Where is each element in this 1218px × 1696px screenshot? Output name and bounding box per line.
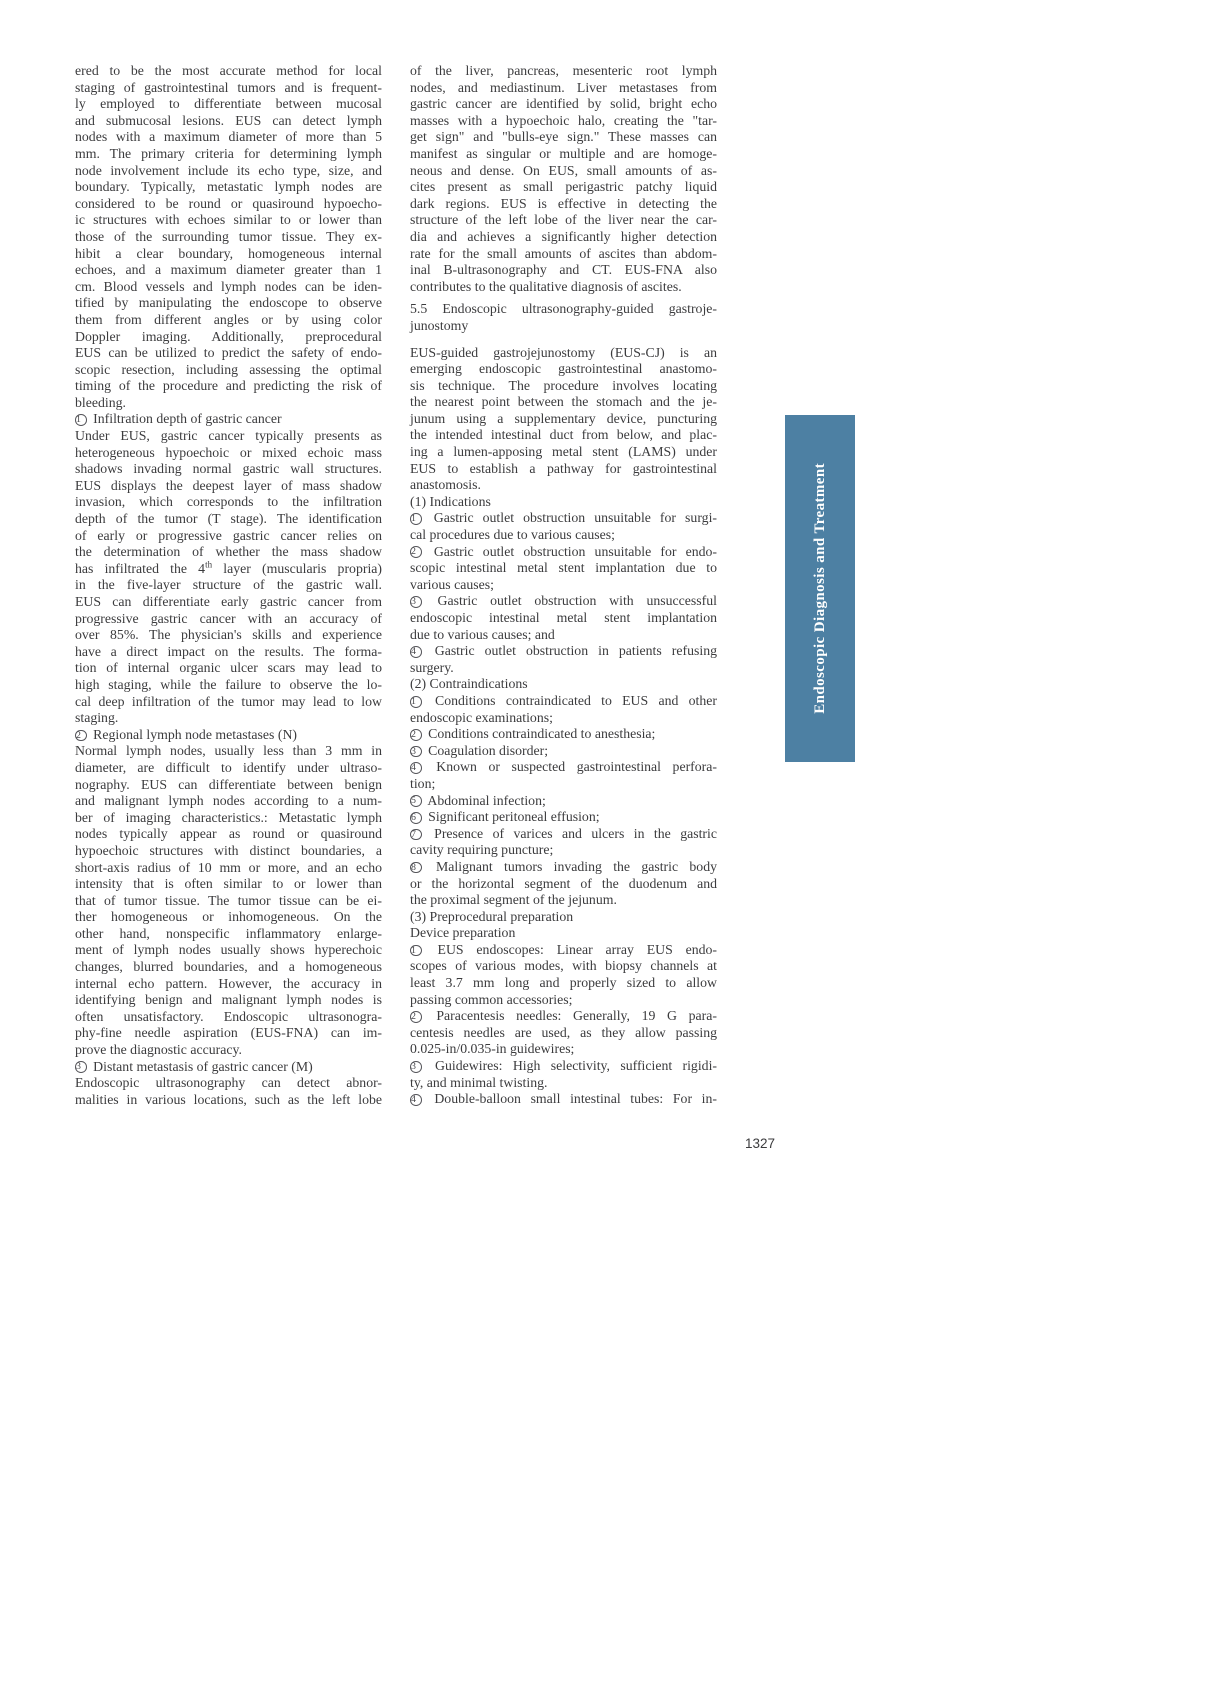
text-line: those of the surrounding tumor tissue. They ex- [75, 228, 382, 244]
text-line: 1 Gastric outlet obstruction unsuitable for surgi- [411, 510, 717, 526]
text-line: Normal lymph nodes, usually less than 3 mm in [75, 743, 382, 759]
text-line: 2 Regional lymph node metastases (N) [76, 726, 298, 742]
text-line: of early or progressive gastric cancer relies on [75, 527, 382, 543]
text-line: Doppler imaging. Additionally, preprocedural [75, 328, 382, 344]
text-line: scopic intestinal metal stent implantation due to [410, 560, 717, 576]
list-item [410, 593, 717, 643]
list-item [410, 726, 717, 743]
text-line: bleeding. [75, 394, 126, 410]
text-line: the proximal segment of the jejunum. [410, 892, 617, 908]
right-text-column [410, 63, 717, 1108]
text-line: 4 Double-balloon small intestinal tubes: For in- [411, 1091, 717, 1107]
text-line: surgery. [410, 659, 454, 675]
circled-number: 4 [410, 762, 422, 774]
text-line: tion; [410, 775, 436, 791]
text-line: ther homogeneous or inhomogeneous. On the [75, 909, 382, 925]
text-line: sis technique. The procedure involves locating [410, 377, 717, 393]
chapter-side-tab [785, 415, 855, 762]
text-line: EUS to establish a pathway for gastrointestinal [410, 460, 717, 476]
text-line: contributes to the qualitative diagnosis of ascites. [410, 278, 682, 294]
text-line: EUS-guided gastrojejunostomy (EUS-CJ) is an [410, 344, 717, 360]
text-line: 3 Coagulation disorder; [411, 742, 549, 758]
text-line: junum using a supplementary device, puncturing [410, 410, 717, 426]
circled-number: 2 [410, 1011, 422, 1023]
text-line: rate for the small amounts of ascites than abdom- [410, 245, 717, 261]
text-line: malities in various locations, such as the left lobe [75, 1091, 382, 1107]
circled-number: 1 [410, 945, 422, 957]
text-line: emerging endoscopic gastrointestinal anastomo- [410, 361, 717, 377]
chapter-side-tab-label: Endoscopic Diagnosis and Treatment [811, 463, 828, 714]
circled-number: 2 [75, 730, 87, 742]
text-line: short-axis radius of 10 mm or more, and an echo [75, 859, 382, 875]
text-line: 5 Abdominal infection; [411, 792, 546, 808]
text-line: structure of the left lobe of the liver near the car- [410, 212, 717, 228]
text-line: staging. [75, 710, 119, 726]
text-line: heterogeneous hypoechoic or mixed echoic mass [75, 444, 382, 460]
text-line: cal deep infiltration of the tumor may lead to low [75, 693, 382, 709]
text-line: and malignant lymph nodes according to a num- [75, 793, 382, 809]
text-line: 2 Conditions contraindicated to anesthesia; [411, 726, 656, 742]
list-item [410, 1091, 717, 1108]
paragraph [75, 428, 382, 727]
list-item [410, 693, 717, 726]
list-item [410, 643, 717, 676]
text-line: anastomosis. [410, 477, 481, 493]
text-line: tion of internal organic ulcer scars may lead to [75, 660, 382, 676]
list-item [410, 859, 717, 909]
text-line: scopic resection, including assessing the optimal [75, 361, 382, 377]
list-item [410, 809, 717, 826]
text-line: neous and dense. On EUS, small amounts of as- [410, 162, 717, 178]
text-line: 3 Guidewires: High selectivity, sufficient rigidi- [411, 1058, 717, 1074]
text-line: Under EUS, gastric cancer typically presents as [75, 428, 382, 444]
text-line: ty, and minimal twisting. [410, 1074, 548, 1090]
text-line: boundary. Typically, metastatic lymph nodes are [75, 179, 382, 195]
text-line: cites present as small perigastric patchy liquid [410, 179, 717, 195]
text-line: in the five-layer structure of the gastric wall. [75, 577, 382, 593]
text-line: them from different angles or by using color [75, 311, 382, 327]
sub-heading [410, 909, 717, 926]
circled-number: 5 [410, 795, 422, 807]
text-line: nodes, and mediastinum. Liver metastases from [410, 79, 717, 95]
list-item [410, 942, 717, 1008]
text-line: ic structures with echoes similar to or lower than [75, 212, 382, 228]
text-line: diameter, are difficult to identify under ultraso- [75, 759, 382, 775]
circled-number: 3 [410, 746, 422, 758]
item-heading [75, 727, 382, 744]
section-heading [410, 301, 717, 334]
text-line: 6 Significant peritoneal effusion; [411, 809, 600, 825]
text-line: the nearest point between the stomach and the je- [410, 394, 717, 410]
text-line: progressive gastric cancer with an accuracy of [75, 610, 382, 626]
text-line: (1) Indications [410, 493, 491, 509]
text-line: internal echo pattern. However, the accuracy in [75, 975, 382, 991]
text-line: tified by manipulating the endoscope to observe [75, 295, 382, 311]
text-line: the intended intestinal duct from below, and plac- [410, 427, 717, 443]
text-line: 5.5 Endoscopic ultrasonography-guided gastroje- [410, 301, 717, 317]
text-line: 8 Malignant tumors invading the gastric body [411, 858, 717, 874]
text-line: changes, blurred boundaries, and a homogeneous [75, 959, 382, 975]
text-line: dark regions. EUS is effective in detecting the [410, 195, 717, 211]
text-line: endoscopic intestinal metal stent implantation [410, 610, 717, 625]
item-heading [75, 1059, 382, 1076]
text-line: considered to be round or quasiround hypoecho- [75, 195, 382, 211]
text-line: Device preparation [410, 925, 516, 941]
text-line: endoscopic examinations; [410, 709, 553, 725]
circled-number: 6 [410, 812, 422, 824]
text-line: 1 Conditions contraindicated to EUS and other [411, 692, 717, 708]
text-line: gastric cancer are identified by solid, bright echo [410, 96, 717, 112]
text-line: EUS displays the deepest layer of mass shadow [75, 477, 382, 493]
text-line: 4 Gastric outlet obstruction in patients refusing [411, 643, 717, 659]
text-line: (3) Preprocedural preparation [410, 908, 574, 924]
text-line: least 3.7 mm long and properly sized to allow [410, 975, 717, 991]
paragraph [410, 345, 717, 494]
text-line: 2 Gastric outlet obstruction unsuitable for endo- [411, 543, 717, 559]
text-line: 1 Infiltration depth of gastric cancer [76, 411, 282, 427]
text-line: depth of the tumor (T stage). The identification [75, 511, 382, 527]
list-item [410, 1008, 717, 1058]
text-line: dia and achieves a significantly higher detection [410, 228, 717, 244]
circled-number: 1 [75, 414, 87, 426]
text-line: due to various causes; and [410, 626, 555, 642]
text-line: nography. EUS can differentiate between benign [75, 776, 382, 792]
paragraph [75, 1075, 382, 1108]
text-line: shadows invading normal gastric wall structures. [75, 461, 382, 477]
text-line: node involvement include its echo type, size, and [75, 162, 382, 178]
circled-number: 3 [410, 596, 422, 608]
text-line: and submucosal lesions. EUS can detect lymph [75, 112, 382, 128]
text-line: 4 Known or suspected gastrointestinal perfora- [411, 759, 717, 775]
text-line: 3 Distant metastasis of gastric cancer (M) [76, 1058, 313, 1074]
text-line: that of tumor tissue. The tumor tissue can be ei- [75, 892, 382, 908]
text-line: nodes with a maximum diameter of more than 5 [75, 129, 382, 145]
text-line: masses with a hypoechoic halo, creating the "tar- [410, 112, 717, 128]
text-line: mm. The primary criteria for determining lymph [75, 145, 382, 161]
text-line: ment of lymph nodes usually shows hyperechoic [75, 942, 382, 958]
sub-heading [410, 494, 717, 511]
list-item [410, 826, 717, 859]
list-item [410, 793, 717, 810]
text-line: 2 Paracentesis needles: Generally, 19 G para- [411, 1008, 717, 1024]
text-line: ber of imaging characteristics.: Metastatic lymph [75, 809, 382, 825]
text-line: EUS can differentiate early gastric cancer from [75, 594, 382, 609]
text-line: echoes, and a maximum diameter greater than 1 [75, 262, 382, 278]
text-line: nodes typically appear as round or quasiround [75, 826, 382, 842]
sub-heading [410, 676, 717, 693]
text-line: the determination of whether the mass shadow [75, 544, 382, 560]
text-line: high staging, while the failure to observe the lo- [75, 676, 382, 692]
circled-number: 2 [410, 729, 422, 741]
text-line: 1 EUS endoscopes: Linear array EUS endo- [411, 941, 717, 957]
text-line: ly employed to differentiate between mucosal [75, 96, 382, 112]
text-line: has infiltrated the 4th layer (muscularis propria) [75, 559, 382, 576]
text-line: invasion, which corresponds to the infiltration [75, 494, 382, 510]
text-line: centesis needles are used, as they allow passing [410, 1024, 717, 1040]
list-item [410, 510, 717, 543]
list-item [410, 544, 717, 594]
circled-number: 8 [410, 862, 422, 874]
text-line: staging of gastrointestinal tumors and is frequent- [75, 79, 382, 95]
text-line: often unsatisfactory. Endoscopic ultrasonogra- [75, 1008, 382, 1024]
text-line: cal procedures due to various causes; [410, 527, 615, 543]
text-line: ered to be the most accurate method for local [75, 63, 382, 78]
text-line: identifying benign and malignant lymph nodes is [75, 992, 382, 1008]
text-line: cavity requiring puncture; [410, 842, 554, 858]
page-number: 1327 [744, 1136, 775, 1151]
text-line: (2) Contraindications [410, 676, 528, 692]
text-line: scopes of various modes, with biopsy channels at [410, 958, 717, 974]
circled-number: 3 [410, 1061, 422, 1073]
circled-number: 1 [410, 696, 422, 708]
text-line: junostomy [410, 317, 469, 333]
circled-number: 4 [410, 1094, 422, 1106]
text-line: hypoechoic structures with distinct boundaries, a [75, 842, 382, 858]
circled-number: 7 [410, 829, 422, 841]
text-line: get sign" and "bulls-eye sign." These masses can [410, 129, 717, 145]
paragraph [410, 63, 717, 295]
text-line: intensity that is often similar to or lower than [75, 876, 382, 892]
text-line: EUS can be utilized to predict the safety of endo- [75, 345, 382, 361]
circled-number: 1 [410, 513, 422, 525]
list-item [410, 743, 717, 760]
text-line: over 85%. The physician's skills and experience [75, 627, 382, 643]
item-heading [75, 411, 382, 428]
text-line: 0.025-in/0.035-in guidewires; [410, 1041, 575, 1057]
list-item [410, 1058, 717, 1091]
text-line: or the horizontal segment of the duodenum and [410, 875, 717, 891]
circled-number: 3 [75, 1061, 87, 1073]
text-line: passing common accessories; [410, 991, 573, 1007]
text-line: of the liver, pancreas, mesenteric root lymph [410, 63, 717, 78]
text-line: inal B-ultrasonography and CT. EUS-FNA also [410, 262, 717, 278]
text-line: phy-fine needle aspiration (EUS-FNA) can im- [75, 1025, 382, 1041]
list-item [410, 759, 717, 792]
paragraph [75, 743, 382, 1058]
text-line: prove the diagnostic accuracy. [75, 1042, 242, 1058]
paragraph [75, 63, 382, 411]
text-line: 3 Gastric outlet obstruction with unsuccessful [411, 593, 717, 609]
text-line: timing of the procedure and predicting the risk of [75, 378, 382, 394]
text-line: have a direct impact on the results. The forma- [75, 643, 382, 659]
sub-heading [410, 925, 717, 942]
circled-number: 2 [410, 546, 422, 558]
circled-number: 4 [410, 646, 422, 658]
text-line: various causes; [410, 576, 494, 592]
left-text-column [75, 63, 382, 1108]
text-line: Endoscopic ultrasonography can detect abnor- [75, 1075, 382, 1091]
text-line: 7 Presence of varices and ulcers in the gastric [411, 825, 717, 841]
text-line: ing a lumen-apposing metal stent (LAMS) under [410, 444, 717, 460]
text-line: other hand, nonspecific inflammatory enlarge- [75, 925, 382, 941]
text-line: manifest as singular or multiple and are homoge- [410, 145, 717, 161]
text-line: hibit a clear boundary, homogeneous internal [75, 245, 382, 261]
text-line: cm. Blood vessels and lymph nodes can be iden- [75, 278, 382, 294]
